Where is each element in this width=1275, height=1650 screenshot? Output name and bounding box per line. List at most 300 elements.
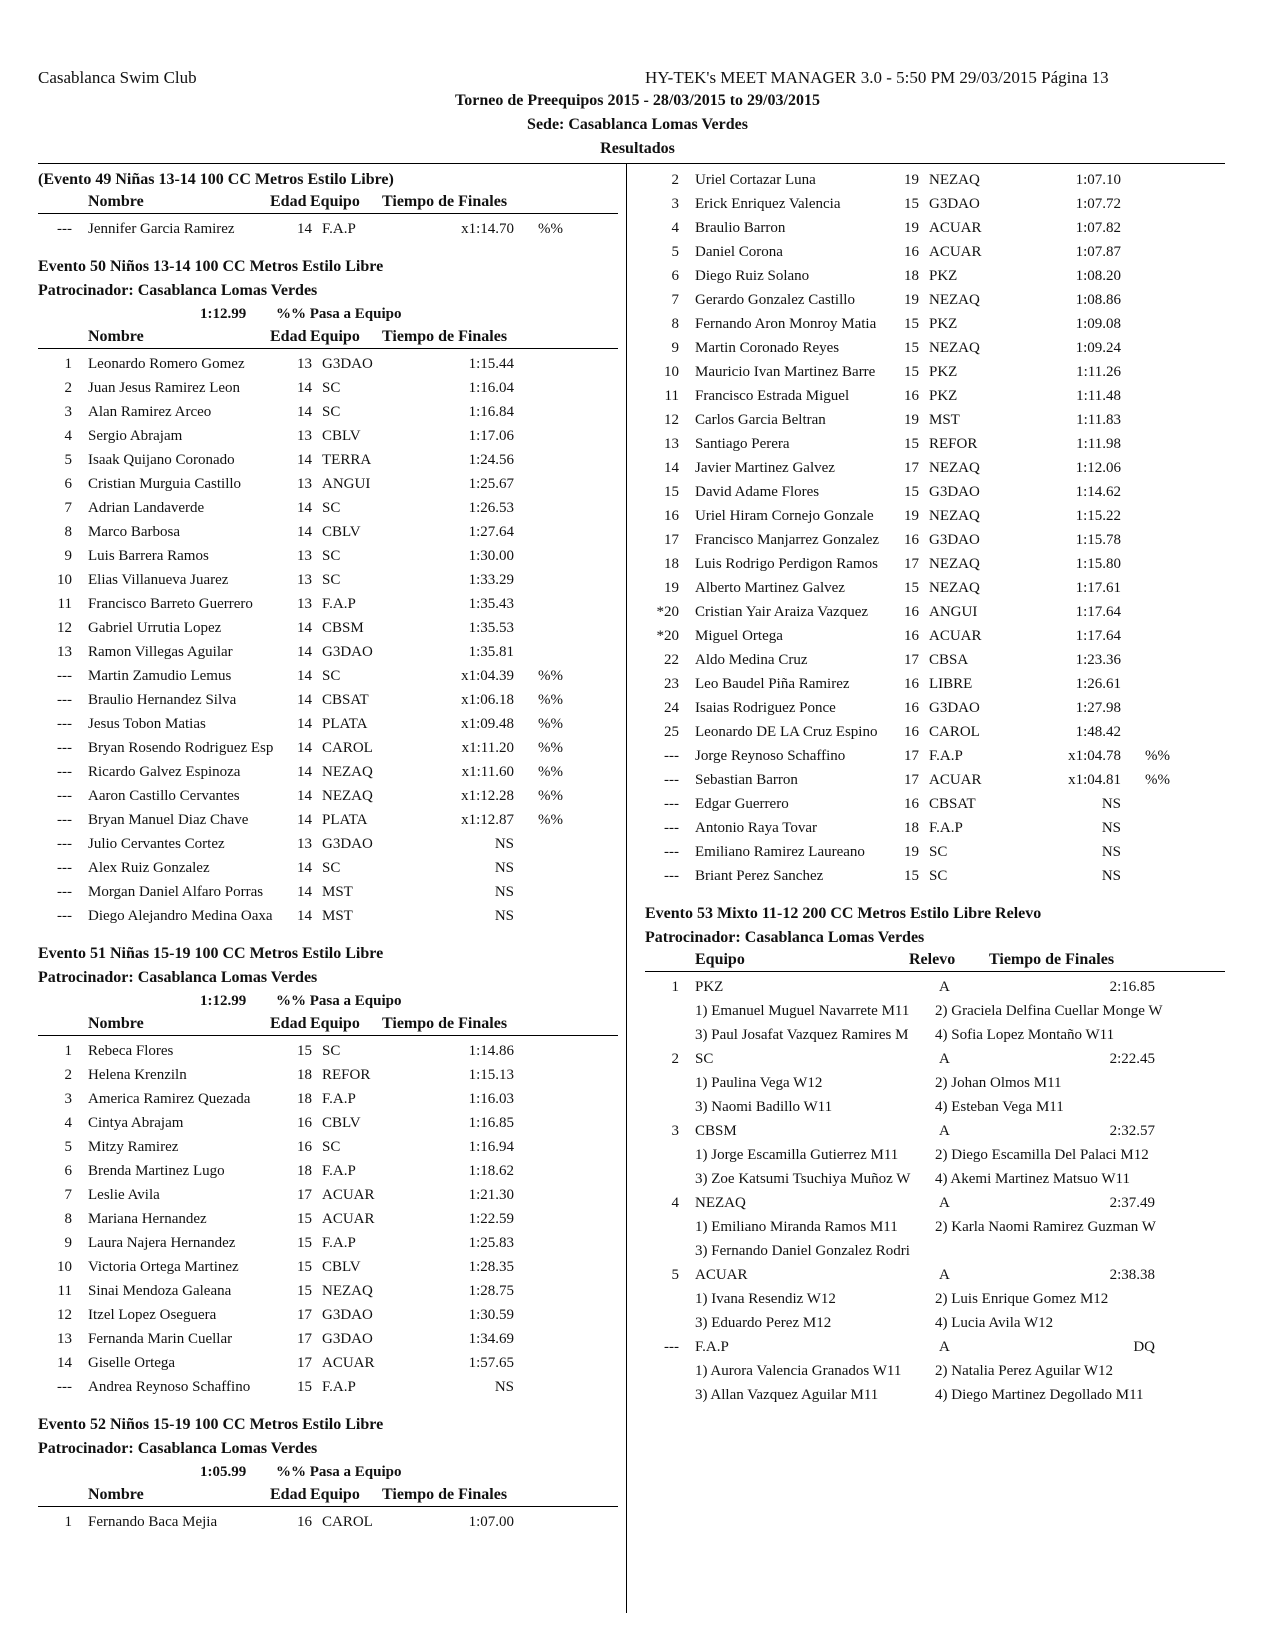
age: 16 (904, 532, 919, 548)
swimmer-name: Francisco Barreto Guerrero (88, 596, 253, 612)
age: 15 (904, 436, 919, 452)
age: 17 (904, 772, 919, 788)
swimmer-name: Giselle Ortega (88, 1355, 176, 1371)
final-time: 2:32.57 (1109, 1123, 1155, 1139)
final-time: 1:11.26 (1076, 364, 1121, 380)
result-row (645, 456, 1225, 480)
final-time: x1:04.39 (461, 668, 514, 684)
team: SC (322, 860, 341, 876)
swimmer-name: Daniel Corona (695, 244, 783, 260)
age: 17 (904, 748, 919, 764)
column-header (38, 1484, 618, 1507)
team: SC (322, 1139, 341, 1155)
place: 9 (64, 1235, 72, 1251)
place: 8 (671, 316, 679, 332)
team: ACUAR (322, 1187, 375, 1203)
result-row (645, 864, 1225, 888)
result-row (38, 736, 618, 760)
final-time: 1:16.03 (468, 1091, 514, 1107)
final-time: NS (1101, 820, 1121, 836)
team: NEZAQ (929, 580, 980, 596)
swimmer-name: Cristian Yair Araiza Vazquez (695, 604, 869, 620)
place: 19 (664, 580, 679, 596)
place: 4 (671, 1195, 679, 1211)
team: PLATA (322, 812, 368, 828)
qualifying-time: 1:12.99 (200, 993, 247, 1009)
relay-swimmer: 3) Fernando Daniel Gonzalez Rodri (695, 1243, 910, 1259)
result-row (38, 856, 618, 880)
final-time: 1:07.87 (1075, 244, 1121, 260)
final-time: x1:11.20 (461, 740, 514, 756)
place: 1 (64, 356, 72, 372)
team: G3DAO (322, 644, 373, 660)
final-time: x1:11.60 (461, 764, 514, 780)
result-row (38, 664, 618, 688)
age: 14 (297, 524, 312, 540)
place: --- (57, 1379, 72, 1395)
final-time: 1:07.82 (1075, 220, 1121, 236)
relay-swimmer: 4) Diego Martinez Degollado M11 (935, 1387, 1144, 1403)
result-row (38, 808, 618, 832)
relay-swimmer: 1) Emiliano Miranda Ramos M11 (695, 1219, 898, 1235)
relay-swimmer: 3) Allan Vazquez Aguilar M11 (695, 1387, 879, 1403)
age: 15 (904, 580, 919, 596)
age: 14 (297, 692, 312, 708)
team: F.A.P (322, 1091, 356, 1107)
relay-swimmer: 2) Luis Enrique Gomez M12 (935, 1291, 1109, 1307)
age: 15 (297, 1259, 312, 1275)
event-51-qualifying (38, 989, 618, 1013)
place: 2 (671, 172, 679, 188)
header-divider (38, 163, 1225, 164)
age: 15 (297, 1379, 312, 1395)
qualifier-flag: %% (538, 692, 563, 708)
age: 13 (297, 356, 312, 372)
result-row (38, 1231, 618, 1255)
swimmer-name: Jesus Tobon Matias (88, 716, 206, 732)
swimmer-name: Laura Najera Hernandez (88, 1235, 236, 1251)
team: SC (322, 380, 341, 396)
final-time: 1:14.86 (468, 1043, 514, 1059)
age: 15 (904, 868, 919, 884)
team: CBSA (929, 652, 969, 668)
place: 6 (64, 476, 72, 492)
result-row (38, 832, 618, 856)
place: --- (664, 772, 679, 788)
swimmer-name: Alan Ramirez Arceo (88, 404, 212, 420)
result-row (38, 496, 618, 520)
qualifier-flag: %% (538, 812, 563, 828)
team: REFOR (929, 436, 978, 452)
result-row (38, 1063, 618, 1087)
swimmer-name: Adrian Landaverde (88, 500, 205, 516)
result-row (645, 240, 1225, 264)
final-time: 1:33.29 (468, 572, 514, 588)
place: --- (664, 820, 679, 836)
final-time: 1:12.06 (1075, 460, 1121, 476)
final-time: 1:07.10 (1075, 172, 1121, 188)
header-age: Edad (270, 1015, 307, 1032)
place: 25 (664, 724, 679, 740)
swimmer-name: Ramon Villegas Aguilar (88, 644, 233, 660)
team: CBLV (322, 524, 361, 540)
result-row (645, 672, 1225, 696)
team: TERRA (322, 452, 372, 468)
qualifying-label: %% Pasa a Equipo (276, 1464, 402, 1480)
result-row (645, 384, 1225, 408)
final-time: NS (494, 908, 514, 924)
final-time: 1:17.64 (1075, 628, 1121, 644)
header-age: Edad (270, 328, 307, 345)
age: 14 (297, 500, 312, 516)
place: 11 (57, 1283, 72, 1299)
result-row (645, 360, 1225, 384)
team: SC (322, 404, 341, 420)
age: 14 (297, 812, 312, 828)
qualifier-flag: %% (538, 764, 563, 780)
team: NEZAQ (929, 508, 980, 524)
place: --- (57, 908, 72, 924)
result-row (645, 576, 1225, 600)
result-row (38, 616, 618, 640)
age: 18 (904, 820, 919, 836)
age: 14 (297, 620, 312, 636)
age: 19 (904, 412, 919, 428)
relay-team-row (645, 1263, 1225, 1287)
qualifier-flag: %% (538, 740, 563, 756)
qualifier-flag: %% (538, 788, 563, 804)
column-header (38, 191, 618, 214)
swimmer-name: America Ramirez Quezada (88, 1091, 251, 1107)
result-row (645, 720, 1225, 744)
place: --- (57, 764, 72, 780)
team: CAROL (322, 1514, 373, 1530)
age: 16 (904, 676, 919, 692)
header-age: Edad (270, 1486, 307, 1503)
final-time: 1:17.61 (1075, 580, 1121, 596)
age: 15 (904, 196, 919, 212)
swimmer-name: Sergio Abrajam (88, 428, 183, 444)
swimmer-name: Alberto Martinez Galvez (695, 580, 845, 596)
swimmer-name: Gabriel Urrutia Lopez (88, 620, 222, 636)
age: 17 (297, 1187, 312, 1203)
place: 13 (57, 644, 72, 660)
final-time: x1:14.70 (461, 221, 514, 237)
final-time: 1:16.85 (468, 1115, 514, 1131)
final-time: 1:18.62 (468, 1163, 514, 1179)
age: 17 (297, 1307, 312, 1323)
relay-swimmer: 1) Aurora Valencia Granados W11 (695, 1363, 902, 1379)
result-row (645, 792, 1225, 816)
place: 3 (64, 1091, 72, 1107)
result-row (645, 648, 1225, 672)
result-row (38, 1351, 618, 1375)
place: --- (57, 716, 72, 732)
team: PLATA (322, 716, 368, 732)
swimmer-name: Santiago Perera (695, 436, 790, 452)
relay-team-row (645, 1335, 1225, 1359)
swimmer-name: Bryan Manuel Diaz Chave (88, 812, 249, 828)
team: NEZAQ (929, 172, 980, 188)
final-time: 2:37.49 (1109, 1195, 1155, 1211)
final-time: 1:09.24 (1075, 340, 1121, 356)
age: 15 (297, 1235, 312, 1251)
swimmer-name: Erick Enriquez Valencia (695, 196, 841, 212)
team: F.A.P (322, 221, 356, 237)
age: 14 (297, 452, 312, 468)
result-row (38, 400, 618, 424)
section-title: Resultados (600, 140, 675, 157)
age: 16 (904, 628, 919, 644)
relay-swimmer: 4) Sofia Lopez Montaño W11 (935, 1027, 1115, 1043)
swimmer-name: Itzel Lopez Oseguera (88, 1307, 217, 1323)
final-time: 1:11.83 (1076, 412, 1121, 428)
age: 14 (297, 644, 312, 660)
final-time: 1:16.84 (468, 404, 514, 420)
result-row (645, 816, 1225, 840)
header-team: Equipo (310, 1486, 360, 1503)
age: 18 (297, 1091, 312, 1107)
relay-swimmer: 2) Diego Escamilla Del Palaci M12 (935, 1147, 1149, 1163)
swimmer-name: Aldo Medina Cruz (695, 652, 808, 668)
swimmer-name: Jennifer Garcia Ramirez (88, 221, 235, 237)
place: *20 (656, 604, 679, 620)
final-time: 1:08.86 (1075, 292, 1121, 308)
place: 2 (64, 1067, 72, 1083)
age: 14 (297, 860, 312, 876)
swimmer-name: Cintya Abrajam (88, 1115, 184, 1131)
relay-swimmers-row (645, 1071, 1225, 1095)
final-time: 1:08.20 (1075, 268, 1121, 284)
place: 7 (64, 500, 72, 516)
swimmer-name: Andrea Reynoso Schaffino (88, 1379, 251, 1395)
header-name: Nombre (88, 193, 144, 210)
place: 18 (664, 556, 679, 572)
final-time: NS (494, 836, 514, 852)
swimmer-name: Miguel Ortega (695, 628, 783, 644)
result-row (645, 624, 1225, 648)
final-time: 1:22.59 (468, 1211, 514, 1227)
result-row (38, 376, 618, 400)
relay-swimmers-row (645, 1167, 1225, 1191)
relay-swimmer: 3) Zoe Katsumi Tsuchiya Muñoz W (695, 1171, 911, 1187)
header-age: Edad (270, 193, 307, 210)
final-time: 1:35.53 (468, 620, 514, 636)
result-row (38, 1135, 618, 1159)
final-time: 1:26.61 (1075, 676, 1121, 692)
team: G3DAO (929, 196, 980, 212)
header-relay: Relevo (909, 951, 956, 968)
age: 17 (904, 556, 919, 572)
relay-swimmers-row (645, 999, 1225, 1023)
result-row (645, 312, 1225, 336)
age: 16 (904, 724, 919, 740)
swimmer-name: Martin Zamudio Lemus (88, 668, 232, 684)
swimmer-name: Aaron Castillo Cervantes (88, 788, 240, 804)
final-time: 1:48.42 (1075, 724, 1121, 740)
result-row (645, 336, 1225, 360)
result-row (38, 1183, 618, 1207)
result-row (645, 696, 1225, 720)
swimmer-name: Brenda Martinez Lugo (88, 1163, 225, 1179)
place: --- (57, 812, 72, 828)
age: 19 (904, 172, 919, 188)
final-time: x1:09.48 (461, 716, 514, 732)
age: 14 (297, 668, 312, 684)
result-row (38, 784, 618, 808)
relay-swimmer: 1) Emanuel Muguel Navarrete M11 (695, 1003, 910, 1019)
result-row (38, 1039, 618, 1063)
place: --- (57, 884, 72, 900)
left-column (38, 168, 618, 1534)
result-row (38, 352, 618, 376)
place: 9 (64, 548, 72, 564)
team: CBLV (322, 428, 361, 444)
age: 13 (297, 428, 312, 444)
result-row (38, 520, 618, 544)
relay-team-row (645, 1191, 1225, 1215)
result-row (645, 840, 1225, 864)
qualifier-flag: %% (538, 716, 563, 732)
final-time: 1:15.80 (1075, 556, 1121, 572)
swimmer-name: Mauricio Ivan Martinez Barre (695, 364, 876, 380)
age: 13 (297, 548, 312, 564)
column-header (38, 326, 618, 349)
place: --- (664, 844, 679, 860)
final-time: 1:30.00 (468, 548, 514, 564)
team: CBSAT (322, 692, 369, 708)
relay-letter: A (939, 979, 950, 995)
team: MST (929, 412, 960, 428)
place: --- (664, 748, 679, 764)
place: 5 (671, 244, 679, 260)
team: MST (322, 884, 353, 900)
age: 16 (297, 1139, 312, 1155)
result-row (38, 424, 618, 448)
swimmer-name: Fernando Aron Monroy Matia (695, 316, 877, 332)
qualifier-flag: %% (538, 221, 563, 237)
final-time: 1:17.64 (1075, 604, 1121, 620)
team: ANGUI (929, 604, 978, 620)
result-row (38, 712, 618, 736)
swimmer-name: Helena Krenziln (88, 1067, 187, 1083)
team: ACUAR (929, 772, 982, 788)
place: --- (57, 221, 72, 237)
final-time: 1:34.69 (468, 1331, 514, 1347)
age: 14 (297, 788, 312, 804)
age: 19 (904, 508, 919, 524)
relay-swimmer: 1) Jorge Escamilla Gutierrez M11 (695, 1147, 899, 1163)
age: 14 (297, 716, 312, 732)
age: 16 (904, 796, 919, 812)
place: 4 (64, 1115, 72, 1131)
relay-swimmers-row (645, 1359, 1225, 1383)
team: PKZ (929, 316, 958, 332)
event-50-qualifying (38, 302, 618, 326)
age: 13 (297, 476, 312, 492)
place: 15 (664, 484, 679, 500)
swimmer-name: Diego Alejandro Medina Oaxa (88, 908, 273, 924)
header-time: Tiempo de Finales (382, 1015, 508, 1032)
swimmer-name: Juan Jesus Ramirez Leon (88, 380, 241, 396)
team: MST (322, 908, 353, 924)
swimmer-name: Braulio Barron (695, 220, 786, 236)
relay-swimmer: 1) Ivana Resendiz W12 (695, 1291, 836, 1307)
header-time: Tiempo de Finales (989, 951, 1115, 968)
qualifying-label: %% Pasa a Equipo (276, 306, 402, 322)
place: 22 (664, 652, 679, 668)
age: 16 (904, 604, 919, 620)
final-time: 1:21.30 (468, 1187, 514, 1203)
swimmer-name: Leonardo DE LA Cruz Espino (695, 724, 878, 740)
place: 12 (664, 412, 679, 428)
place: 11 (664, 388, 679, 404)
result-row (645, 744, 1225, 768)
place: 9 (671, 340, 679, 356)
meet-title: Torneo de Preequipos 2015 - 28/03/2015 to 29/03/2015 (455, 92, 820, 109)
age: 15 (297, 1043, 312, 1059)
age: 14 (297, 908, 312, 924)
age: 13 (297, 572, 312, 588)
relay-swimmer: 3) Naomi Badillo W11 (695, 1099, 833, 1115)
final-time: 1:26.53 (468, 500, 514, 516)
swimmer-name: Mariana Hernandez (88, 1211, 207, 1227)
final-time: 1:11.48 (1076, 388, 1121, 404)
place: 10 (664, 364, 679, 380)
event-52-sponsor: Patrocinador: Casablanca Lomas Verdes (38, 1440, 318, 1457)
place: --- (57, 692, 72, 708)
relay-swimmer: 2) Karla Naomi Ramirez Guzman W (935, 1219, 1156, 1235)
team: ACUAR (929, 244, 982, 260)
relay-letter: A (939, 1051, 950, 1067)
team: CBLV (322, 1259, 361, 1275)
swimmer-name: Javier Martinez Galvez (695, 460, 835, 476)
age: 16 (904, 244, 919, 260)
swimmer-name: Leslie Avila (88, 1187, 160, 1203)
team: F.A.P (322, 596, 356, 612)
place: 14 (57, 1355, 72, 1371)
swimmer-name: Isaak Quijano Coronado (88, 452, 235, 468)
place: 23 (664, 676, 679, 692)
swimmer-name: Victoria Ortega Martinez (88, 1259, 239, 1275)
result-row (38, 472, 618, 496)
team: NEZAQ (322, 764, 373, 780)
place: 7 (671, 292, 679, 308)
event-50-title: Evento 50 Niños 13-14 100 CC Metros Estilo Libre (38, 258, 384, 275)
final-time: 1:14.62 (1075, 484, 1121, 500)
place: --- (57, 788, 72, 804)
team: F.A.P (929, 748, 963, 764)
result-row (645, 432, 1225, 456)
relay-team-row (645, 1047, 1225, 1071)
relay-column-header (645, 949, 1225, 972)
place: 17 (664, 532, 679, 548)
final-time: NS (494, 1379, 514, 1395)
result-row (38, 1327, 618, 1351)
qualifying-label: %% Pasa a Equipo (276, 993, 402, 1009)
result-row (645, 168, 1225, 192)
swimmer-name: Luis Barrera Ramos (88, 548, 209, 564)
place: --- (57, 836, 72, 852)
place: 13 (664, 436, 679, 452)
place: 16 (664, 508, 679, 524)
swimmer-name: Ricardo Galvez Espinoza (88, 764, 241, 780)
age: 17 (904, 460, 919, 476)
swimmer-name: Edgar Guerrero (695, 796, 789, 812)
final-time: 1:15.22 (1075, 508, 1121, 524)
team: REFOR (322, 1067, 371, 1083)
header-team: Equipo (310, 328, 360, 345)
